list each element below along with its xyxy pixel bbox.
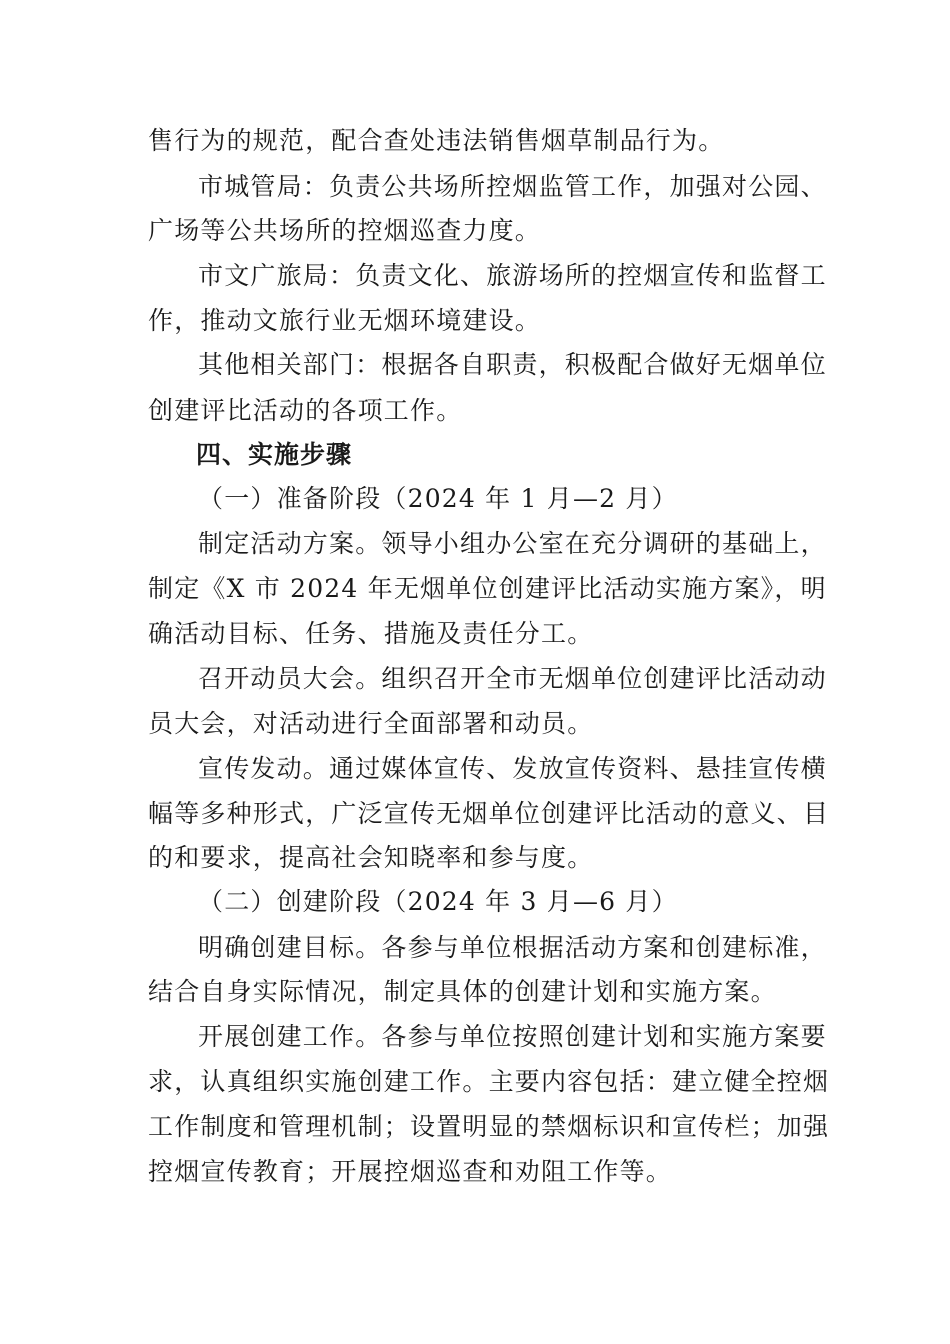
paragraph-line: 制定《X 市 2024 年无烟单位创建评比活动实施方案》，明 <box>148 574 827 603</box>
paragraph-line: 开展创建工作。各参与单位按照创建计划和实施方案要 <box>198 1022 827 1051</box>
paragraph-line: 市城管局：负责公共场所控烟监管工作，加强对公园、 <box>198 172 827 201</box>
paragraph-line: 求，认真组织实施创建工作。主要内容包括：建立健全控烟 <box>148 1067 830 1096</box>
paragraph-line: 工作制度和管理机制；设置明显的禁烟标识和宣传栏；加强 <box>148 1112 830 1141</box>
section-heading: 四、实施步骤 <box>196 440 353 469</box>
paragraph-line: 结合自身实际情况，制定具体的创建计划和实施方案。 <box>148 977 777 1006</box>
paragraph-line: 售行为的规范，配合查处违法销售烟草制品行为。 <box>148 126 725 155</box>
paragraph-line: 市文广旅局：负责文化、旅游场所的控烟宣传和监督工 <box>198 261 827 290</box>
paragraph-line: 控烟宣传教育；开展控烟巡查和劝阻工作等。 <box>148 1157 673 1186</box>
paragraph-line: 召开动员大会。组织召开全市无烟单位创建评比活动动 <box>198 664 827 693</box>
paragraph-line: 宣传发动。通过媒体宣传、发放宣传资料、悬挂宣传横 <box>198 754 827 783</box>
paragraph-line: 确活动目标、任务、措施及责任分工。 <box>148 619 594 648</box>
subsection-heading: （一）准备阶段（2024 年 1 月—2 月） <box>198 484 678 513</box>
paragraph-line: 广场等公共场所的控烟巡查力度。 <box>148 216 542 245</box>
subsection-heading: （二）创建阶段（2024 年 3 月—6 月） <box>198 887 678 916</box>
paragraph-line: 作，推动文旅行业无烟环境建设。 <box>148 306 542 335</box>
paragraph-line: 幅等多种形式，广泛宣传无烟单位创建评比活动的意义、目 <box>148 799 830 828</box>
paragraph-line: 其他相关部门：根据各自职责，积极配合做好无烟单位 <box>198 350 827 379</box>
paragraph-line: 创建评比活动的各项工作。 <box>148 396 463 425</box>
paragraph-line: 明确创建目标。各参与单位根据活动方案和创建标准， <box>198 933 827 962</box>
paragraph-line: 的和要求，提高社会知晓率和参与度。 <box>148 843 594 872</box>
paragraph-line: 员大会，对活动进行全面部署和动员。 <box>148 709 594 738</box>
paragraph-line: 制定活动方案。领导小组办公室在充分调研的基础上， <box>198 529 827 558</box>
